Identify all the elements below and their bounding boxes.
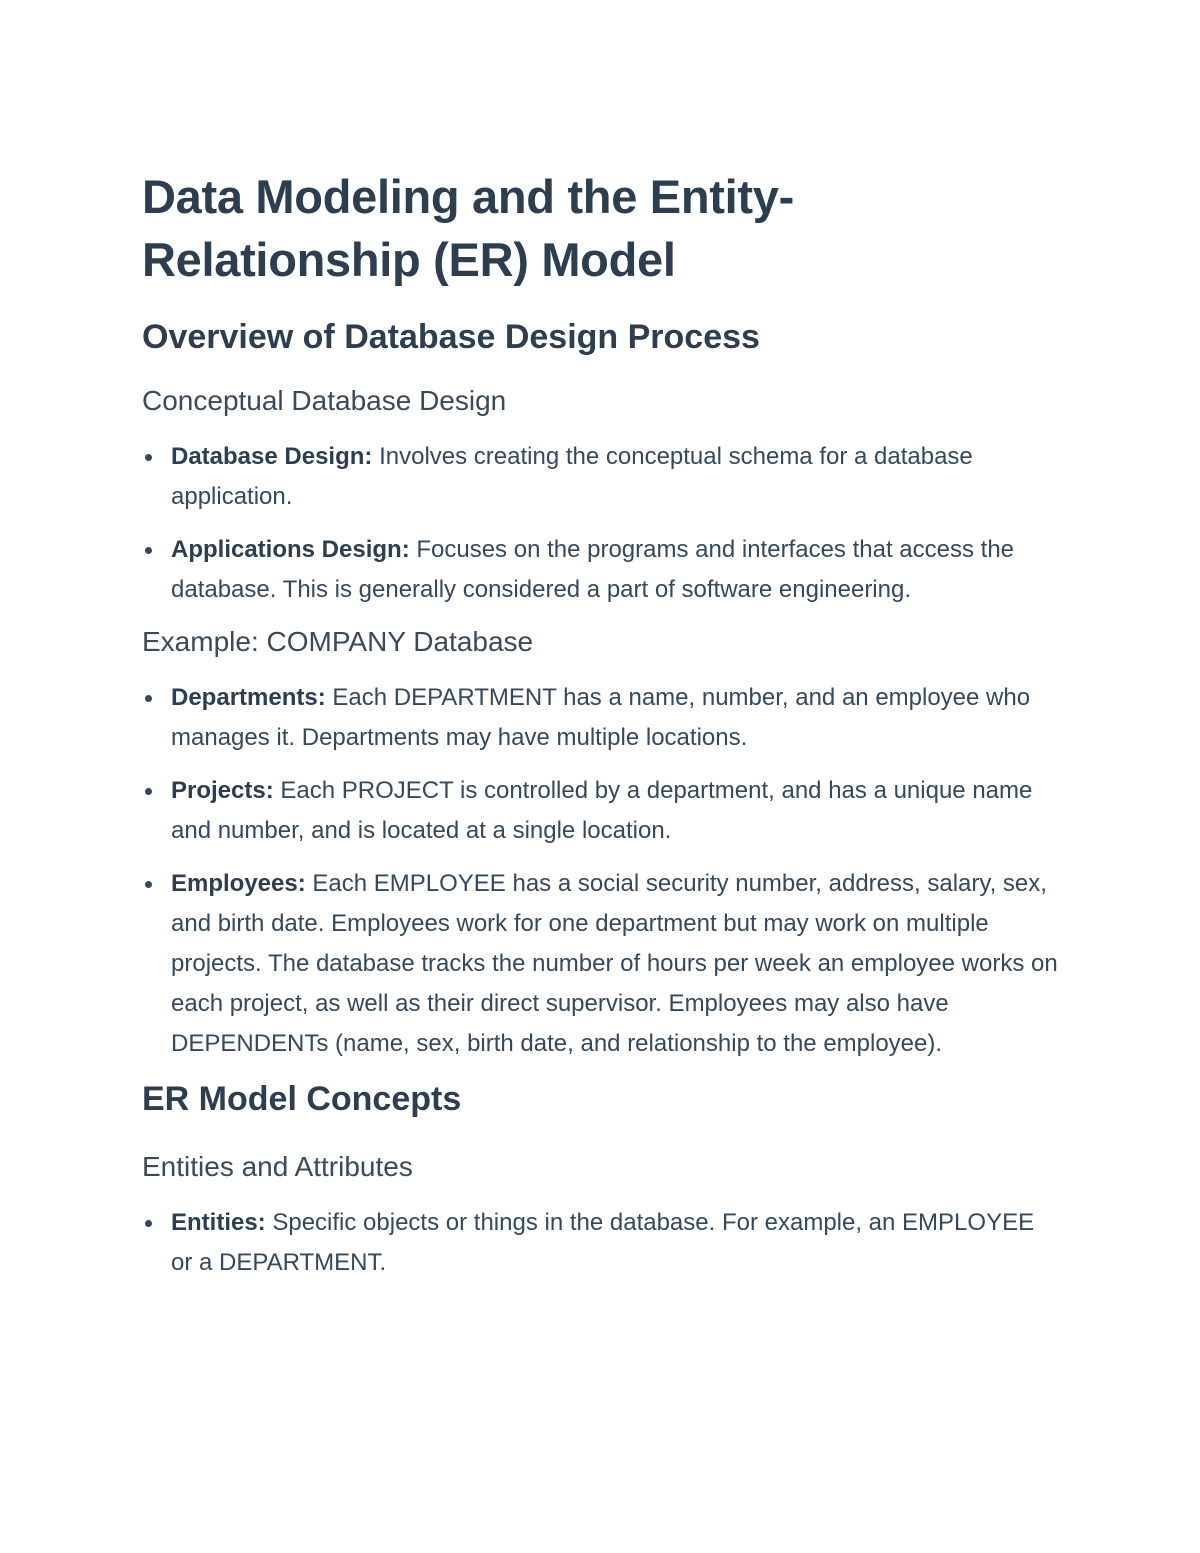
bullet-list-company-database (142, 678, 1062, 1064)
list-item (142, 437, 1062, 517)
list-item (142, 678, 1062, 758)
list-item-term: Applications Design: (171, 536, 410, 563)
subsection-heading-conceptual-design: Conceptual Database Design (142, 385, 507, 416)
document-page (142, 165, 1062, 1296)
list-item-term: Employees: (171, 870, 306, 897)
list-item-term: Departments: (171, 684, 326, 711)
subsection-heading-company-database: Example: COMPANY Database (142, 626, 534, 657)
list-item (142, 771, 1062, 851)
list-item-term: Database Design: (171, 443, 373, 470)
page-title: Data Modeling and the Entity-Relationship (ER) Model (142, 170, 794, 286)
list-item (142, 864, 1062, 1064)
section-heading-overview: Overview of Database Design Process (142, 318, 760, 356)
section-heading-er-concepts: ER Model Concepts (142, 1080, 462, 1118)
list-item-text: Specific objects or things in the database. For example, an EMPLOYEE or a DEPARTMENT. (171, 1209, 1035, 1276)
list-item (142, 1203, 1062, 1283)
bullet-list-entities-attributes (142, 1203, 1062, 1283)
list-item (142, 530, 1062, 610)
list-item-term: Projects: (171, 777, 274, 804)
list-item-text: Each DEPARTMENT has a name, number, and an employee who manages it. Departments may have multiple locations. (171, 684, 1031, 751)
list-item-text: Involves creating the conceptual schema for a database application. (171, 443, 973, 510)
subsection-heading-entities-attributes: Entities and Attributes (142, 1151, 413, 1182)
list-item-text: Each PROJECT is controlled by a department, and has a unique name and number, and is located at a single location. (171, 777, 1033, 844)
list-item-text: Each EMPLOYEE has a social security number, address, salary, sex, and birth date. Employees work for one department but may work on multiple projects. The database tracks the number of hours per week an employee works on each project, as well as their direct supervisor. Employees may also have DEPENDENTs (name, sex, birth date, and relationship to the employee). (171, 870, 1058, 1057)
list-item-text: Focuses on the programs and interfaces that access the database. This is generally considered a part of software engineering. (171, 536, 1015, 603)
list-item-term: Entities: (171, 1209, 266, 1236)
bullet-list-conceptual-design (142, 437, 1062, 610)
